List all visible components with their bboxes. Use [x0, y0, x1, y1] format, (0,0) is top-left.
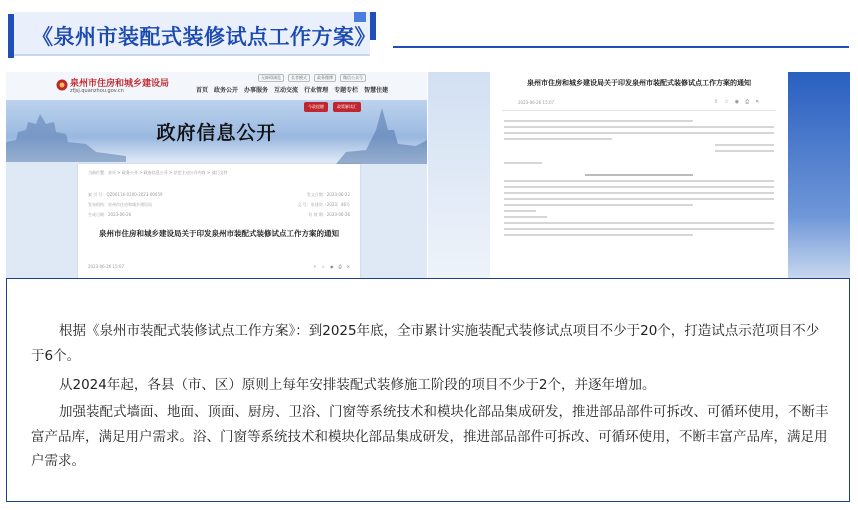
emblem-icon: [56, 77, 68, 93]
document-paper: [490, 72, 788, 278]
share-icon[interactable]: ⇪: [714, 99, 719, 105]
meta-row: [88, 192, 350, 198]
eye-icon[interactable]: ◉: [734, 99, 740, 105]
summary-paragraph-3: 加强装配式墙面、地面、顶面、厨房、卫浴、门窗等系统技术和模块化部品集成研发，推进部品部件可拆改、可循环使用，不断丰富产品库，满足用户需求。浴、门窗等系统技术和模块化部品集成研发，推进部品部件可拆改、可循环使用，不断丰富产品库，满足用户需求。: [31, 404, 829, 469]
meta-publisher: 发布机构：泉州市住房和城乡建设局: [88, 202, 152, 207]
site-nav: [196, 85, 388, 94]
document-title: 泉州市住房和城乡建设局关于印发泉州市装配式装修试点工作方案的通知: [527, 79, 751, 87]
nav-item-industry[interactable]: 行业管理: [304, 87, 329, 94]
document-card: [78, 164, 360, 278]
left-margin: [428, 72, 490, 278]
nav-item-services[interactable]: 办事服务: [244, 87, 269, 94]
meta-doc-number: 文 号：泉建房〔2023〕46号: [297, 202, 350, 207]
top-link-elder-mode[interactable]: 长者模式: [288, 74, 310, 82]
divider: [502, 110, 776, 111]
top-links: [258, 74, 366, 82]
summary-paragraph-2: 从2024年起，各县（市、区）原则上每年安排装配式装修施工阶段的项目不少于2个，并逐年增加。: [59, 377, 656, 393]
nav-item-topics[interactable]: 专题专栏: [334, 87, 359, 94]
meta-row: [88, 212, 350, 218]
meta-valid: 有 效 期：2023-06-26: [308, 212, 350, 217]
nav-item-smart[interactable]: 智慧住建: [364, 87, 389, 94]
summary-paragraph-1: 根据《泉州市装配式装修试点工作方案》：到2025年底，全市累计实施装配式装修试点项目不少于20个，打造试点示范项目不少于6个。: [31, 323, 820, 364]
star-icon[interactable]: ☆: [724, 99, 729, 105]
star-icon[interactable]: ☆: [321, 264, 325, 269]
eye-icon[interactable]: ◉: [329, 264, 334, 269]
nav-item-home[interactable]: 首页: [196, 87, 209, 94]
print-icon[interactable]: ⎙: [338, 264, 342, 269]
meta-index: 索 引 号：QZ06116-0100-2023-00059: [88, 192, 163, 197]
summary-box: [6, 278, 850, 502]
meta-row: [88, 202, 350, 208]
banner-buttons: [304, 102, 361, 112]
right-margin: [788, 72, 850, 278]
document-meta: [88, 192, 350, 222]
document-title: 泉州市住房和城乡建设局关于印发泉州市装配式装修试点工作方案的通知: [99, 229, 339, 238]
gov-site-screenshot: [6, 72, 427, 278]
document-body-text: [504, 120, 774, 240]
document-tools: [313, 264, 350, 269]
banner-heading: 政府信息公开: [156, 122, 277, 144]
nav-item-gov-public[interactable]: 政务公开: [214, 87, 239, 94]
site-header: [6, 72, 427, 100]
title-banner: [8, 8, 374, 60]
document-footer: [88, 264, 350, 269]
document-tools: [714, 99, 759, 105]
document-date: 2023-06-26 15:07: [518, 100, 555, 105]
close-icon[interactable]: ✕: [755, 99, 760, 105]
top-link-accessibility[interactable]: 无障碍浏览: [258, 74, 284, 82]
top-link-weibo[interactable]: 政务微博: [314, 74, 336, 82]
page-title: 《泉州市装配式装修试点工作方案》: [32, 25, 376, 49]
site-url: zfjsj.quanzhou.gov.cn: [70, 88, 124, 94]
print-icon[interactable]: ⎙: [745, 99, 750, 105]
share-icon[interactable]: ⇪: [312, 264, 317, 269]
meta-created: 生成日期：2023-06-26: [88, 212, 132, 217]
reminder-button[interactable]: 今政提醒: [304, 102, 328, 112]
document-date: 2023-06-26 15:07: [88, 264, 125, 269]
document-page-screenshot: [428, 72, 850, 278]
top-link-wechat[interactable]: 微信公众号: [340, 74, 366, 82]
site-name: 泉州市住房和城乡建设局: [70, 79, 170, 89]
meta-issue-date: 发文日期：2023-06-22: [306, 192, 350, 197]
breadcrumb[interactable]: 当前位置：首页 > 政务公开 > 政府信息公开 > 法定主动公开内容 > 部门文件: [88, 170, 228, 175]
close-icon[interactable]: ✕: [346, 264, 350, 269]
policy-button[interactable]: 政策解读汇: [333, 102, 361, 112]
title-divider-line: [393, 46, 849, 48]
nav-item-interaction[interactable]: 互动交流: [274, 87, 299, 94]
